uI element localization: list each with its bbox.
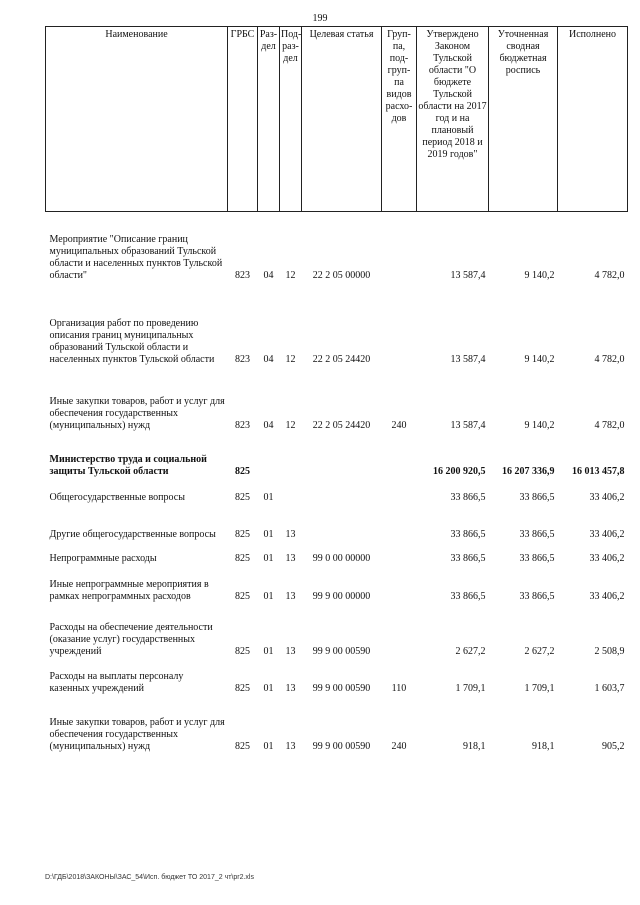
- cell-vr: [382, 603, 417, 658]
- cell-cs: 99 9 00 00590: [312, 740, 371, 752]
- cell-grbs: 825: [235, 682, 250, 694]
- cell-vr: [382, 565, 417, 603]
- table-row: [46, 695, 628, 753]
- cell-pr: 13: [285, 528, 296, 540]
- cell-rz: 01: [263, 740, 274, 752]
- cell-pr: [280, 478, 302, 504]
- header-name: Наименование: [46, 27, 228, 212]
- file-path-footer: D:\ГДБ\2018\ЗАКОНЫ\ЗАС_54\Исп. бюджет ТО 2017_2 чт\pr2.xls: [45, 874, 254, 881]
- cell-pr: 12: [285, 353, 296, 365]
- cell-approved: 13 587,4: [450, 419, 486, 431]
- cell-cs: 22 2 05 24420: [312, 419, 371, 431]
- cell-executed: 33 406,2: [589, 552, 625, 564]
- cell-approved: 33 866,5: [450, 491, 486, 503]
- header-executed: Исполнено: [558, 27, 628, 212]
- cell-name: Общегосударственные вопросы: [49, 491, 185, 503]
- table-row: [46, 658, 628, 695]
- cell-refined: 2 627,2: [524, 645, 555, 657]
- cell-approved: 13 587,4: [450, 353, 486, 365]
- cell-executed: 1 603,7: [594, 682, 625, 694]
- table-row: [46, 504, 628, 541]
- cell-name: Организация работ по проведению описания границ муниципальных образований Тульской области и населенных пунктов Тульской области: [49, 317, 215, 365]
- cell-cs: 22 2 05 24420: [312, 353, 371, 365]
- cell-vr: 240: [391, 419, 407, 431]
- cell-pr: 13: [285, 740, 296, 752]
- cell-grbs: 825: [235, 590, 250, 602]
- cell-refined: 33 866,5: [519, 590, 555, 602]
- cell-executed: 16 013 457,8: [572, 465, 625, 477]
- cell-vr: [382, 504, 417, 541]
- header-approved: Утверждено Законом Тульской области "О бюджете Тульской области на 2017 год и на плановый период 2018 и 2019 годов": [417, 27, 489, 212]
- cell-refined: 33 866,5: [519, 528, 555, 540]
- table-row: [46, 541, 628, 565]
- cell-pr: 12: [285, 269, 296, 281]
- cell-refined: 9 140,2: [524, 419, 555, 431]
- table-row: [46, 282, 628, 366]
- cell-refined: 918,1: [532, 740, 555, 752]
- cell-approved: 33 866,5: [450, 552, 486, 564]
- budget-table: [45, 26, 628, 753]
- cell-name: Непрограммные расходы: [49, 552, 157, 564]
- cell-grbs: 825: [235, 552, 250, 564]
- cell-executed: 4 782,0: [594, 269, 625, 281]
- cell-name: Другие общегосударственные вопросы: [49, 528, 216, 540]
- cell-grbs: 823: [235, 419, 250, 431]
- cell-cs: 22 2 05 00000: [312, 269, 371, 281]
- cell-name: Расходы на обеспечение деятельности (оказание услуг) государственных учреждений: [49, 621, 213, 657]
- table-row: [46, 366, 628, 432]
- cell-executed: 4 782,0: [594, 419, 625, 431]
- table-row: [46, 432, 628, 478]
- cell-cs: 99 0 00 00000: [312, 552, 371, 564]
- cell-name: Расходы на выплаты персоналу казенных учреждений: [49, 670, 184, 694]
- cell-pr: 13: [285, 590, 296, 602]
- cell-approved: 33 866,5: [450, 528, 486, 540]
- cell-approved: 1 709,1: [455, 682, 486, 694]
- table-row: [46, 212, 628, 282]
- cell-refined: 9 140,2: [524, 269, 555, 281]
- cell-rz: [258, 432, 280, 478]
- cell-approved: 2 627,2: [455, 645, 486, 657]
- cell-name: Иные закупки товаров, работ и услуг для обеспечения государственных (муниципальных) нужд: [49, 395, 225, 431]
- cell-vr: [382, 432, 417, 478]
- header-group: Груп-па, под-груп-па видов расхо-дов: [382, 27, 417, 212]
- cell-grbs: 825: [235, 465, 250, 477]
- header-grbs: ГРБС: [228, 27, 258, 212]
- cell-grbs: 825: [235, 528, 250, 540]
- header-podrazdel: Под-раз-дел: [280, 27, 302, 212]
- cell-executed: 905,2: [602, 740, 625, 752]
- cell-rz: 01: [263, 491, 274, 503]
- header-razdel: Раз-дел: [258, 27, 280, 212]
- header-row: [46, 27, 628, 212]
- cell-pr: 13: [285, 552, 296, 564]
- cell-rz: 04: [263, 419, 274, 431]
- cell-executed: 4 782,0: [594, 353, 625, 365]
- header-target: Целевая статья: [302, 27, 382, 212]
- cell-grbs: 823: [235, 353, 250, 365]
- cell-pr: 12: [285, 419, 296, 431]
- cell-grbs: 825: [235, 740, 250, 752]
- cell-refined: 33 866,5: [519, 491, 555, 503]
- cell-executed: 2 508,9: [594, 645, 625, 657]
- cell-cs: 99 9 00 00590: [312, 682, 371, 694]
- cell-executed: 33 406,2: [589, 491, 625, 503]
- cell-rz: 01: [263, 645, 274, 657]
- cell-rz: 04: [263, 269, 274, 281]
- cell-cs: [302, 478, 382, 504]
- cell-grbs: 825: [235, 645, 250, 657]
- cell-cs: 99 9 00 00590: [312, 645, 371, 657]
- cell-executed: 33 406,2: [589, 528, 625, 540]
- cell-approved: 918,1: [463, 740, 486, 752]
- cell-vr: 240: [391, 740, 407, 752]
- cell-vr: [382, 282, 417, 366]
- cell-grbs: 825: [235, 491, 250, 503]
- cell-grbs: 823: [235, 269, 250, 281]
- cell-refined: 9 140,2: [524, 353, 555, 365]
- cell-rz: 04: [263, 353, 274, 365]
- cell-cs: [302, 504, 382, 541]
- cell-refined: 16 207 336,9: [502, 465, 555, 477]
- cell-pr: 13: [285, 682, 296, 694]
- cell-rz: 01: [263, 682, 274, 694]
- page-number: 199: [312, 13, 328, 24]
- cell-cs: 99 9 00 00000: [312, 590, 371, 602]
- cell-approved: 33 866,5: [450, 590, 486, 602]
- cell-pr: [280, 432, 302, 478]
- cell-vr: [382, 541, 417, 565]
- cell-vr: [382, 212, 417, 282]
- cell-cs: [302, 432, 382, 478]
- cell-refined: 33 866,5: [519, 552, 555, 564]
- cell-approved: 16 200 920,5: [433, 465, 486, 477]
- table-row: [46, 478, 628, 504]
- cell-refined: 1 709,1: [524, 682, 555, 694]
- cell-name: Министерство труда и социальной защиты Тульской области: [49, 453, 207, 477]
- cell-rz: 01: [263, 590, 274, 602]
- header-refined: Уточненная сводная бюджетная роспись: [489, 27, 558, 212]
- cell-rz: 01: [263, 528, 274, 540]
- table-row: [46, 565, 628, 603]
- cell-executed: 33 406,2: [589, 590, 625, 602]
- cell-approved: 13 587,4: [450, 269, 486, 281]
- cell-name: Иные непрограммные мероприятия в рамках непрограммных расходов: [49, 578, 209, 602]
- cell-name: Иные закупки товаров, работ и услуг для обеспечения государственных (муниципальных) нужд: [49, 716, 225, 752]
- cell-vr: 110: [391, 682, 407, 694]
- cell-name: Мероприятие "Описание границ муниципальных образований Тульской области и населенных пунктов Тульской области": [49, 233, 223, 281]
- cell-vr: [382, 478, 417, 504]
- table-row: [46, 603, 628, 658]
- cell-rz: 01: [263, 552, 274, 564]
- cell-pr: 13: [285, 645, 296, 657]
